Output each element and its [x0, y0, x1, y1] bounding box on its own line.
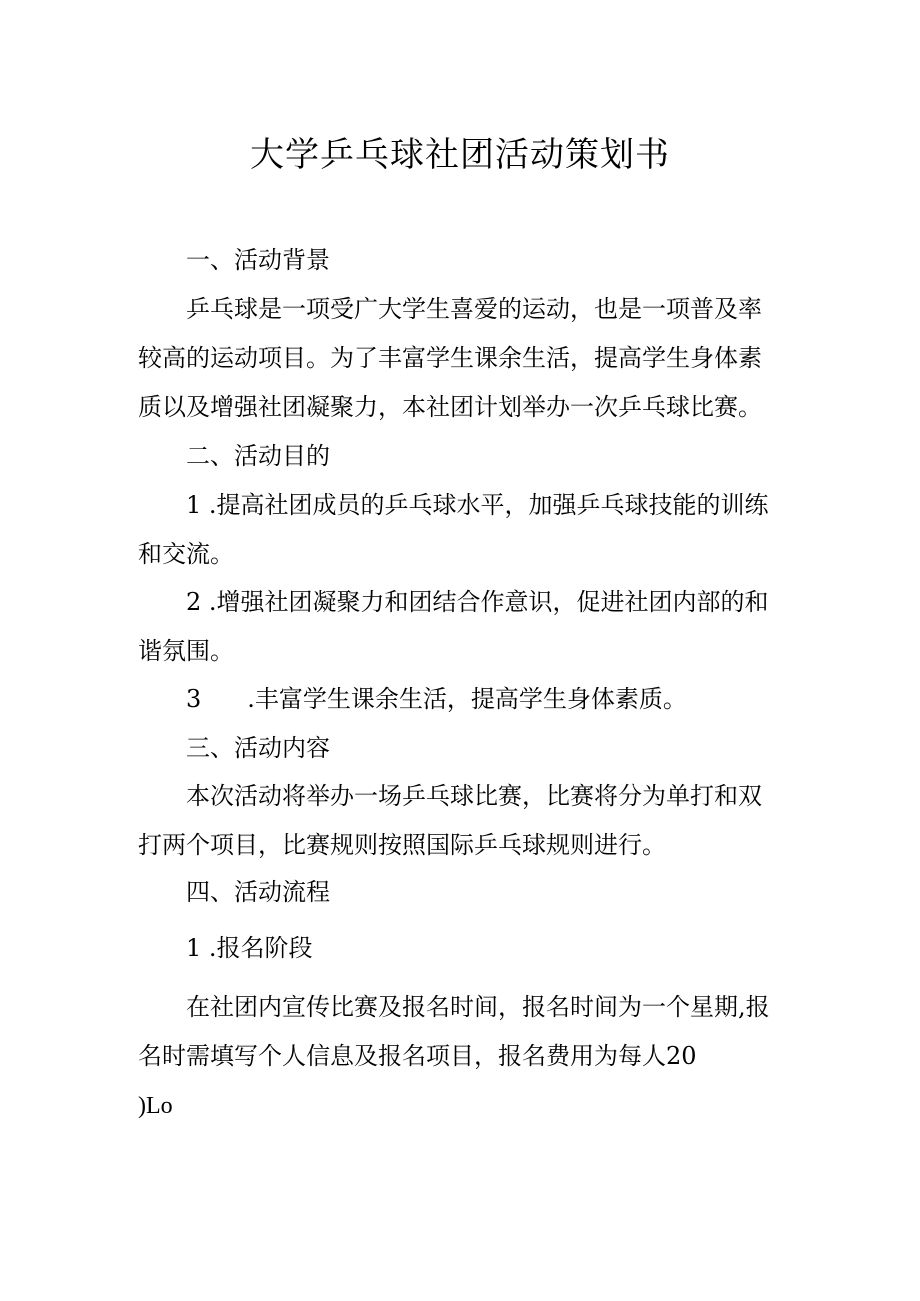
paragraph-process-step-1	[138, 924, 798, 973]
paragraph-registration	[138, 983, 798, 1081]
text-line: 谐氛围。	[138, 637, 234, 665]
text-line: 名时需填写个人信息及报名项目，报名费用为每人20	[138, 1042, 697, 1070]
paragraph-purpose-2	[138, 578, 798, 676]
list-text: .丰富学生课余生活，提高学生身体素质。	[247, 685, 687, 713]
list-number: 3	[186, 685, 202, 713]
text-line: 四、活动流程	[186, 878, 330, 906]
section-heading-purpose	[138, 432, 798, 481]
text-line: 三、活动内容	[186, 734, 330, 762]
text-line: 打两个项目，比赛规则按照国际乒乓球规则进行。	[138, 831, 666, 859]
paragraph-content	[138, 772, 798, 870]
text-line: 较高的运动项目。为了丰富学生课余生活，提高学生身体素	[138, 344, 762, 372]
text-line: 一、活动背景	[186, 246, 330, 274]
document-title: 大学乒乓球社团活动策划书	[250, 135, 670, 175]
text-line	[138, 675, 798, 724]
text-line: 二、活动目的	[186, 442, 330, 470]
paragraph-background	[138, 285, 798, 432]
paragraph-purpose-1	[138, 481, 798, 579]
section-heading-process	[138, 868, 798, 917]
text-line: 质以及增强社团凝聚力，本社团计划举办一次乒乓球比赛。	[138, 393, 762, 421]
section-heading-content	[138, 724, 798, 773]
text-line: 2 .增强社团凝聚力和团结合作意识，促进社团内部的和	[186, 588, 769, 616]
paragraph-purpose-3	[138, 675, 798, 724]
section-heading-background	[138, 236, 798, 285]
text-line: 和交流。	[138, 540, 234, 568]
text-line: 1 .提高社团成员的乒乓球水平，加强乒乓球技能的训练	[186, 491, 769, 519]
text-line: 本次活动将举办一场乒乓球比赛，比赛将分为单打和双	[186, 782, 762, 810]
trailing-fragment: )Lo	[138, 1093, 173, 1119]
text-line: 在社团内宣传比赛及报名时间，报名时间为一个星期,报	[186, 993, 770, 1021]
text-line: 1 .报名阶段	[186, 934, 313, 962]
text-line: 乒乓球是一项受广大学生喜爱的运动，也是一项普及率	[186, 295, 762, 323]
